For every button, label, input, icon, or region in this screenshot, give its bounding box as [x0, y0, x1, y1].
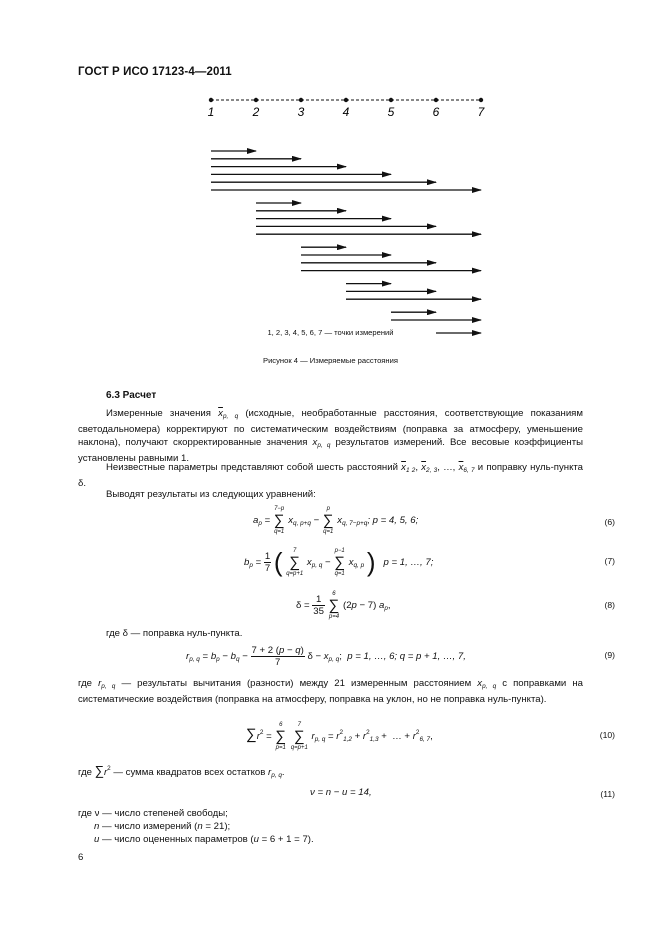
point-marker-1 — [209, 98, 213, 102]
point-marker-3 — [299, 98, 303, 102]
where-delta: где δ — поправка нуль-пункта. — [106, 628, 243, 639]
where-n: n — число измерений (n = 21); — [94, 821, 231, 832]
point-label-7: 7 — [477, 105, 485, 119]
paragraph-derive-results: Выводят результаты из следующих уравнений: — [106, 489, 316, 500]
where-u: u — число оцененных параметров (u = 6 + 1 = 7). — [94, 834, 314, 845]
where-nu: где ν — число степеней свободы; — [78, 808, 228, 819]
where-r-definition: где $r_{p, q}$ — результаты вычитания (разности) между 21 измеренным расстоянием $x_{p, q}$ с поправками на систематические воздействия (поправка на атмосферу, поправка на уклон, но не поправка нуль-пункта). — [78, 678, 583, 705]
figure-legend: 1, 2, 3, 4, 5, 6, 7 — точки измерений — [267, 328, 394, 337]
equation-8: δ = $\frac{1}{35}$ 6 ∑ p=4 (2p − 7) $a_p$, — [296, 591, 391, 620]
point-marker-7 — [479, 98, 483, 102]
equation-number-10: (10) — [599, 730, 615, 740]
point-marker-6 — [434, 98, 438, 102]
paragraph-unknown-parameters: Неизвестные параметры представляют собой шесть расстояний $\overline{x}_{1 2}$, $\overline{x}_{2, 3}$, …, $\overline{x}_{6, 7}$ и поправку нуль-пункта δ. — [78, 462, 583, 489]
figure-caption: Рисунок 4 — Измеряемые расстояния — [263, 356, 398, 365]
section-title: 6.3 Расчет — [106, 390, 157, 401]
point-marker-4 — [344, 98, 348, 102]
equation-10: $\sum r^2$ = 6 ∑ p=1 7 ∑ q=p+1 $r_{p, q} = r^2_{1,2} + r^2_{1,3}$ + … + $r^2_{6, 7}$, — [246, 722, 433, 751]
measured-distances-diagram — [0, 0, 661, 340]
equation-number-7: (7) — [604, 556, 615, 566]
document-header: ГОСТ Р ИСО 17123-4—2011 — [78, 66, 232, 78]
equation-number-11: (11) — [600, 789, 615, 799]
point-label-3: 3 — [297, 105, 305, 119]
equation-6: $a_p$ = 7−p ∑ q=1 $x_{q, p+q}$ − p ∑ q=1 $x_{q, 7-p+q}$; p = 4, 5, 6; — [253, 506, 419, 535]
point-label-1: 1 — [207, 105, 215, 119]
point-label-2: 2 — [252, 105, 260, 119]
point-label-6: 6 — [432, 105, 440, 119]
equation-9: $r_{p, q} = b_p - b_q$ − $\frac{7 + 2 (p - q)}{7}$ $\delta - x_{p, q}$; p = 1, …, 6; q = p + 1, …, 7, — [186, 645, 466, 668]
where-sum-squares: где $\sum r^2$ — сумма квадратов всех остатков $r_{p, q}$. — [78, 763, 285, 779]
equation-11: ν = n − u = 14, — [310, 787, 372, 798]
point-marker-2 — [254, 98, 258, 102]
point-marker-5 — [389, 98, 393, 102]
point-label-4: 4 — [342, 105, 350, 119]
equation-number-6: (6) — [604, 517, 615, 527]
equation-7: $b_p$ = $\frac{1}{7}$ ( 7 ∑ q=p+1 $x_{p, q}$ − p−1 ∑ q=1 $x_{q, p}$ ) p = 1, …, 7; — [244, 547, 434, 577]
equation-number-8: (8) — [604, 600, 615, 610]
page-number: 6 — [78, 852, 84, 863]
equation-number-9: (9) — [604, 650, 615, 660]
paragraph-measured-values: Измеренные значения $\overline{x}_{p, q}$ (исходные, необработанные расстояния, соответствующие показаниям светодальномера) корректируют по систематическим воздействиям (поправка за атмосферу, уменьшение наклона), получают скорректированные значения $x_{p, q}$ результатов измерений. Все весовые коэффициенты установлены равными 1. — [78, 408, 584, 464]
point-label-5: 5 — [387, 105, 395, 119]
